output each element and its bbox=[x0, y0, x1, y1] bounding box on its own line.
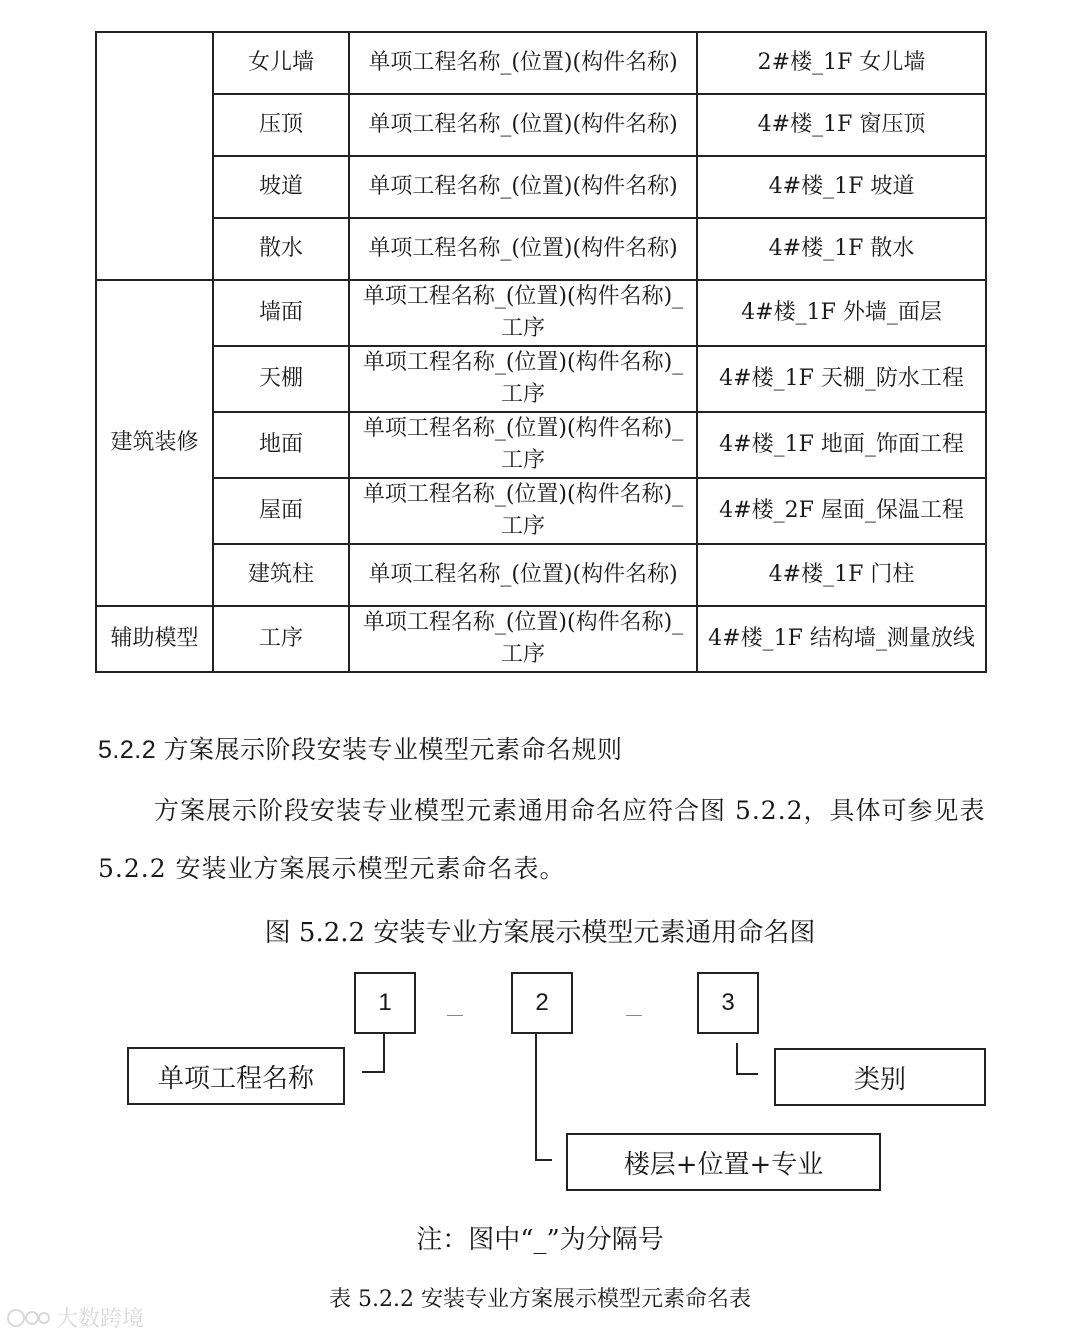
rule-cell: 单项工程名称_(位置)(构件名称)_工序 bbox=[349, 412, 697, 478]
segment-box-2: 2 bbox=[511, 972, 573, 1034]
rule-cell: 单项工程名称_(位置)(构件名称)_工序 bbox=[349, 606, 697, 672]
example-cell: 4#楼_1F 天棚_防水工程 bbox=[697, 346, 986, 412]
figure-caption: 图 5.2.2 安装专业方案展示模型元素通用命名图 bbox=[264, 918, 816, 948]
label-floor-position-discipline: 楼层+位置+专业 bbox=[566, 1133, 881, 1191]
example-cell: 4#楼_1F 外墙_面层 bbox=[697, 280, 986, 346]
table-caption: 表 5.2.2 安装专业方案展示模型元素命名表 bbox=[329, 1287, 751, 1312]
rule-cell: 单项工程名称_(位置)(构件名称)_工序 bbox=[349, 280, 697, 346]
item-cell: 压顶 bbox=[213, 94, 349, 156]
watermark-text: 大数跨境 bbox=[56, 1307, 145, 1332]
figure-note: 注：图中“_”为分隔号 bbox=[416, 1225, 664, 1255]
item-cell: 屋面 bbox=[213, 478, 349, 544]
item-cell: 地面 bbox=[213, 412, 349, 478]
example-cell: 4#楼_1F 散水 bbox=[697, 218, 986, 280]
item-cell: 女儿墙 bbox=[213, 32, 349, 94]
rule-cell: 单项工程名称_(位置)(构件名称) bbox=[349, 218, 697, 280]
watermark bbox=[6, 1302, 144, 1333]
category-cell: 建筑装修 bbox=[96, 280, 213, 606]
label-category: 类别 bbox=[774, 1048, 986, 1106]
segment-box-3: 3 bbox=[697, 972, 759, 1034]
label-project-name: 单项工程名称 bbox=[127, 1047, 345, 1105]
rule-cell: 单项工程名称_(位置)(构件名称) bbox=[349, 94, 697, 156]
rule-cell: 单项工程名称_(位置)(构件名称)_工序 bbox=[349, 478, 697, 544]
example-cell: 4#楼_2F 屋面_保温工程 bbox=[697, 478, 986, 544]
example-cell: 4#楼_1F 窗压顶 bbox=[697, 94, 986, 156]
separator-2 bbox=[626, 1015, 642, 1016]
rule-cell: 单项工程名称_(位置)(构件名称) bbox=[349, 32, 697, 94]
item-cell: 散水 bbox=[213, 218, 349, 280]
example-cell: 4#楼_1F 地面_饰面工程 bbox=[697, 412, 986, 478]
item-cell: 天棚 bbox=[213, 346, 349, 412]
rule-cell: 单项工程名称_(位置)(构件名称) bbox=[349, 156, 697, 218]
item-cell: 工序 bbox=[213, 606, 349, 672]
separator-1 bbox=[447, 1015, 463, 1016]
example-cell: 2#楼_1F 女儿墙 bbox=[697, 32, 986, 94]
rule-cell: 单项工程名称_(位置)(构件名称)_工序 bbox=[349, 346, 697, 412]
item-cell: 建筑柱 bbox=[213, 544, 349, 606]
item-cell: 墙面 bbox=[213, 280, 349, 346]
segment-box-1: 1 bbox=[354, 972, 416, 1034]
rule-cell: 单项工程名称_(位置)(构件名称) bbox=[349, 544, 697, 606]
section-heading: 5.2.2 方案展示阶段安装专业模型元素命名规则 bbox=[98, 736, 623, 764]
example-cell: 4#楼_1F 结构墙_测量放线 bbox=[697, 606, 986, 672]
example-cell: 4#楼_1F 坡道 bbox=[697, 156, 986, 218]
body-paragraph: 方案展示阶段安装专业模型元素通用命名应符合图 5.2.2，具体可参见表 5.2.2 安装业方案展示模型元素命名表。 bbox=[98, 796, 986, 883]
example-cell: 4#楼_1F 门柱 bbox=[697, 544, 986, 606]
category-cell: 辅助模型 bbox=[96, 606, 213, 672]
watermark-logo-icon bbox=[6, 1306, 52, 1330]
item-cell: 坡道 bbox=[213, 156, 349, 218]
